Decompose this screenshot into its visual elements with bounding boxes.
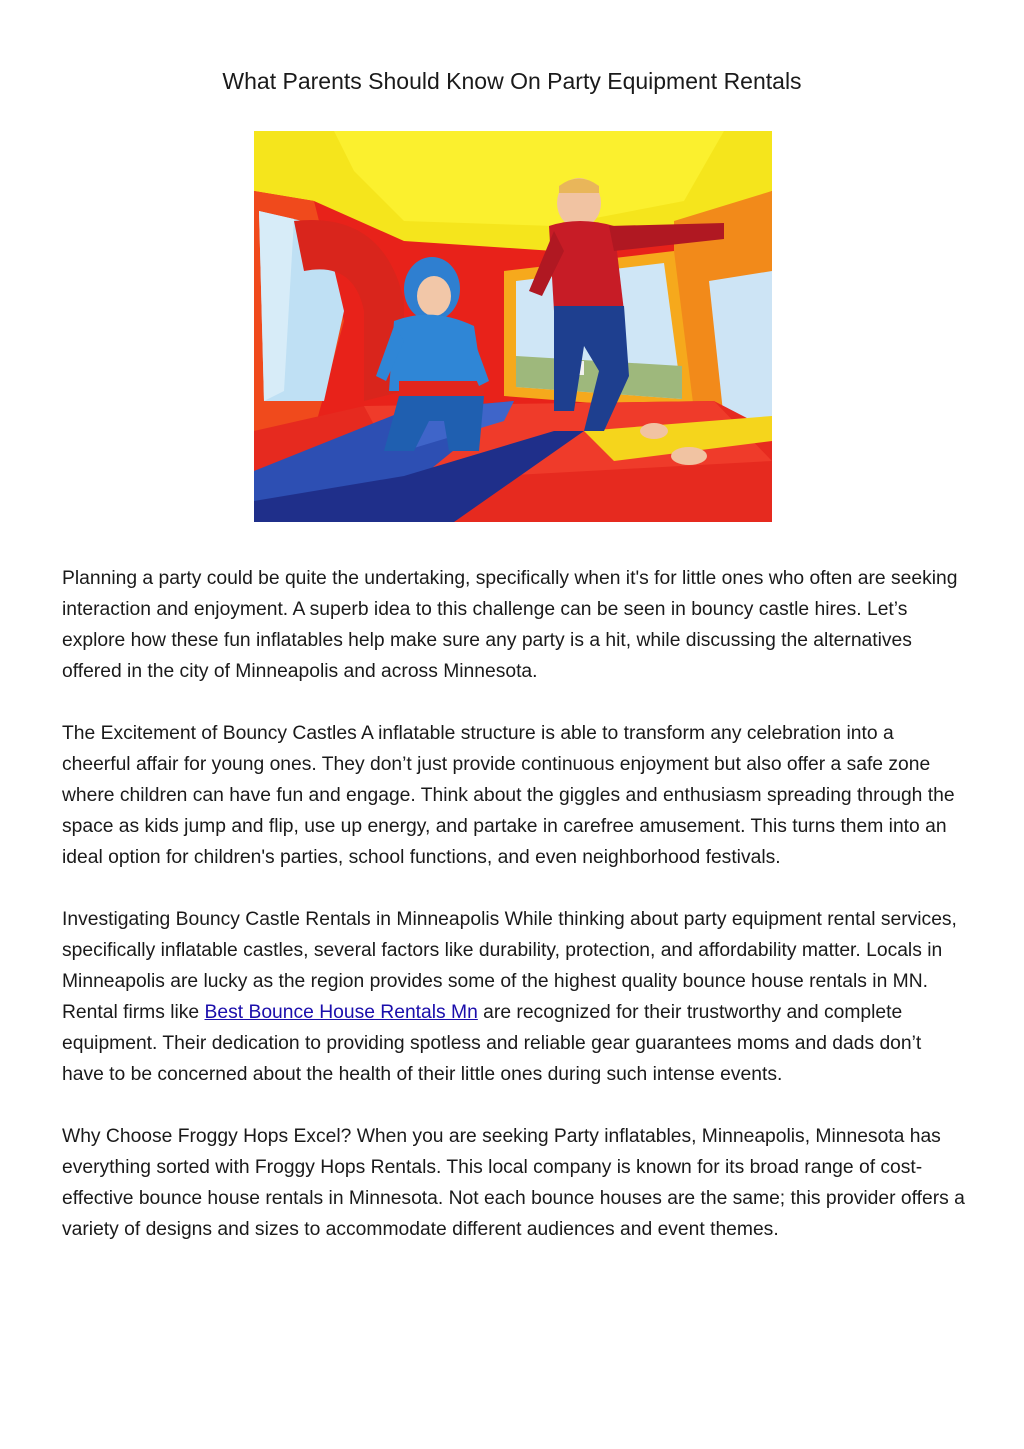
paragraph-excitement: The Excitement of Bouncy Castles A inflatable structure is able to transform any celebration into a cheerful affair for young ones. They don’t just provide continuous enjoyment but also offer a safe zone where children can have fun and engage. Think about the giggles and enthusiasm spreading through the space as kids jump and flip, use up energy, and partake in carefree amusement. This turns them into an ideal option for children's parties, school functions, and even neighborhood festivals.: [62, 723, 955, 868]
paragraph-text: are recognized for their trustworthy and complete equipment. Their dedication to providing spotless and reliable gear guarantees moms and dads don’t have to be concerned about the health of their little ones during such intense events.: [62, 1002, 922, 1085]
page-title: What Parents Should Know On Party Equipment Rentals: [222, 68, 802, 94]
paragraph-intro: Planning a party could be quite the undertaking, specifically when it's for little ones who often are seeking interaction and enjoyment. A superb idea to this challenge can be seen in bouncy castle hires. Let’s explore how these fun inflatables help make sure any party is a hit, while discussing the alternatives offered in the city of Minneapolis and across Minnesota.: [62, 568, 958, 682]
paragraph-investigating: [62, 904, 966, 1090]
article-body: [62, 563, 966, 1276]
paragraph-froggy-hops: Why Choose Froggy Hops Excel? When you are seeking Party inflatables, Minneapolis, Minnesota has everything sorted with Froggy Hops Rentals. This local company is known for its broad range of cost-effective bounce house rentals in Minnesota. Not each bounce houses are the same; this provider offers a variety of designs and sizes to accommodate different audiences and event themes.: [62, 1126, 965, 1240]
paragraph-text: Investigating Bouncy Castle Rentals in Minneapolis While thinking about party equipment rental services, specifically inflatable castles, several factors like durability, protection, and affordability matter. Locals in Minneapolis are lucky as the region provides some of the highest quality bounce house rentals in MN. Rental firms like: [62, 909, 957, 1023]
bounce-house-photo: [254, 131, 772, 522]
best-bounce-house-link[interactable]: Best Bounce House Rentals Mn: [204, 1002, 478, 1023]
